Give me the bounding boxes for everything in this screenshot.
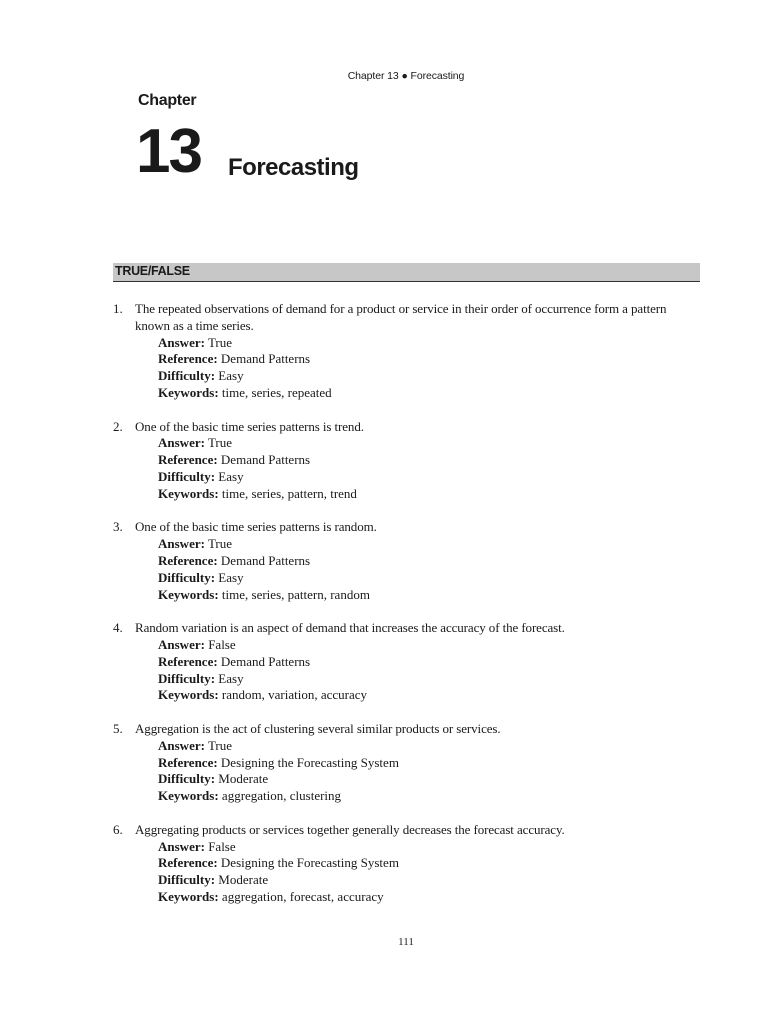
question-item [113,822,703,906]
answer-line [158,536,703,553]
keywords-value: time, series, pattern, trend [221,485,357,501]
answer-line [158,738,703,755]
difficulty-label: Difficulty: [158,368,216,384]
question-text: Random variation is an aspect of demand that increases the accuracy of the forecast. [135,620,565,636]
difficulty-value: Easy [218,569,244,585]
answer-line [158,637,703,654]
reference-line [158,755,703,772]
question-stem [113,620,703,637]
keywords-label: Keywords: [158,888,219,904]
reference-value: Demand Patterns [220,452,311,468]
question-item [113,519,703,603]
question-number: 5. [113,720,123,736]
answer-value: True [207,435,233,451]
answer-label: Answer: [158,435,205,451]
question-number: 2. [113,418,123,434]
running-head: Chapter 13 ● Forecasting [347,70,465,82]
chapter-number: 13 [136,117,201,186]
reference-value: Demand Patterns [220,351,311,367]
question-stem [113,721,703,738]
answer-value: True [207,737,233,753]
answer-label: Answer: [158,737,205,753]
difficulty-label: Difficulty: [158,670,216,686]
difficulty-line [158,671,703,688]
answer-value: True [207,334,233,350]
answer-value: False [208,636,236,652]
reference-value: Designing the Forecasting System [220,855,399,871]
question-item [113,620,703,704]
answer-value: True [207,536,233,552]
section-header-bar [113,263,700,282]
keywords-line [158,889,703,906]
keywords-value: aggregation, forecast, accuracy [221,888,384,904]
answer-label: Answer: [158,636,205,652]
keywords-label: Keywords: [158,586,219,602]
keywords-line [158,788,703,805]
keywords-label: Keywords: [158,788,219,804]
question-item [113,419,703,503]
question-number: 4. [113,620,123,636]
reference-value: Demand Patterns [220,653,311,669]
difficulty-value: Easy [218,468,244,484]
question-text: Aggregation is the act of clustering several similar products or services. [135,720,501,736]
keywords-value: time, series, pattern, random [221,586,370,602]
answer-line [158,435,703,452]
question-metadata [113,435,703,502]
reference-line [158,553,703,570]
difficulty-label: Difficulty: [158,771,216,787]
difficulty-line [158,771,703,788]
reference-value: Designing the Forecasting System [220,754,399,770]
keywords-label: Keywords: [158,485,219,501]
question-stem [113,419,703,436]
difficulty-line [158,872,703,889]
section-title: TRUE/FALSE [115,264,190,278]
chapter-label: Chapter [138,92,197,109]
difficulty-label: Difficulty: [158,872,216,888]
difficulty-label: Difficulty: [158,468,216,484]
question-number: 3. [113,519,123,535]
page-number: 111 [398,936,414,948]
question-list [113,301,703,922]
question-text: One of the basic time series patterns is random. [135,519,377,535]
answer-label: Answer: [158,536,205,552]
difficulty-value: Moderate [218,872,269,888]
answer-line [158,839,703,856]
reference-line [158,351,703,368]
answer-label: Answer: [158,334,205,350]
reference-label: Reference: [158,855,218,871]
difficulty-label: Difficulty: [158,569,216,585]
difficulty-line [158,469,703,486]
reference-line [158,452,703,469]
keywords-line [158,486,703,503]
question-metadata [113,738,703,805]
difficulty-value: Easy [218,368,244,384]
answer-line [158,335,703,352]
question-item [113,721,703,805]
question-metadata [113,637,703,704]
question-text: One of the basic time series patterns is trend. [135,418,364,434]
difficulty-value: Easy [218,670,244,686]
keywords-line [158,587,703,604]
keywords-value: random, variation, accuracy [221,687,368,703]
reference-value: Demand Patterns [220,552,311,568]
chapter-title: Forecasting [228,154,359,181]
keywords-value: time, series, repeated [221,384,332,400]
reference-label: Reference: [158,452,218,468]
keywords-line [158,385,703,402]
question-metadata [113,536,703,603]
question-number: 1. [113,301,123,316]
reference-label: Reference: [158,552,218,568]
question-stem [113,301,703,335]
question-text: Aggregating products or services together generally decreases the forecast accuracy. [135,821,565,837]
difficulty-line [158,570,703,587]
reference-line [158,855,703,872]
answer-label: Answer: [158,838,205,854]
question-stem [113,822,703,839]
difficulty-value: Moderate [218,771,269,787]
question-number: 6. [113,821,123,837]
question-metadata [113,839,703,906]
reference-line [158,654,703,671]
keywords-label: Keywords: [158,687,219,703]
answer-value: False [208,838,236,854]
reference-label: Reference: [158,351,218,367]
keywords-value: aggregation, clustering [221,788,342,804]
question-text: The repeated observations of demand for a product or service in their order of occurrence form a pattern known as a time series. [135,301,667,333]
keywords-line [158,687,703,704]
reference-label: Reference: [158,653,218,669]
keywords-label: Keywords: [158,384,219,400]
difficulty-line [158,368,703,385]
reference-label: Reference: [158,754,218,770]
question-stem [113,519,703,536]
question-metadata [113,335,703,402]
question-item [113,301,703,402]
